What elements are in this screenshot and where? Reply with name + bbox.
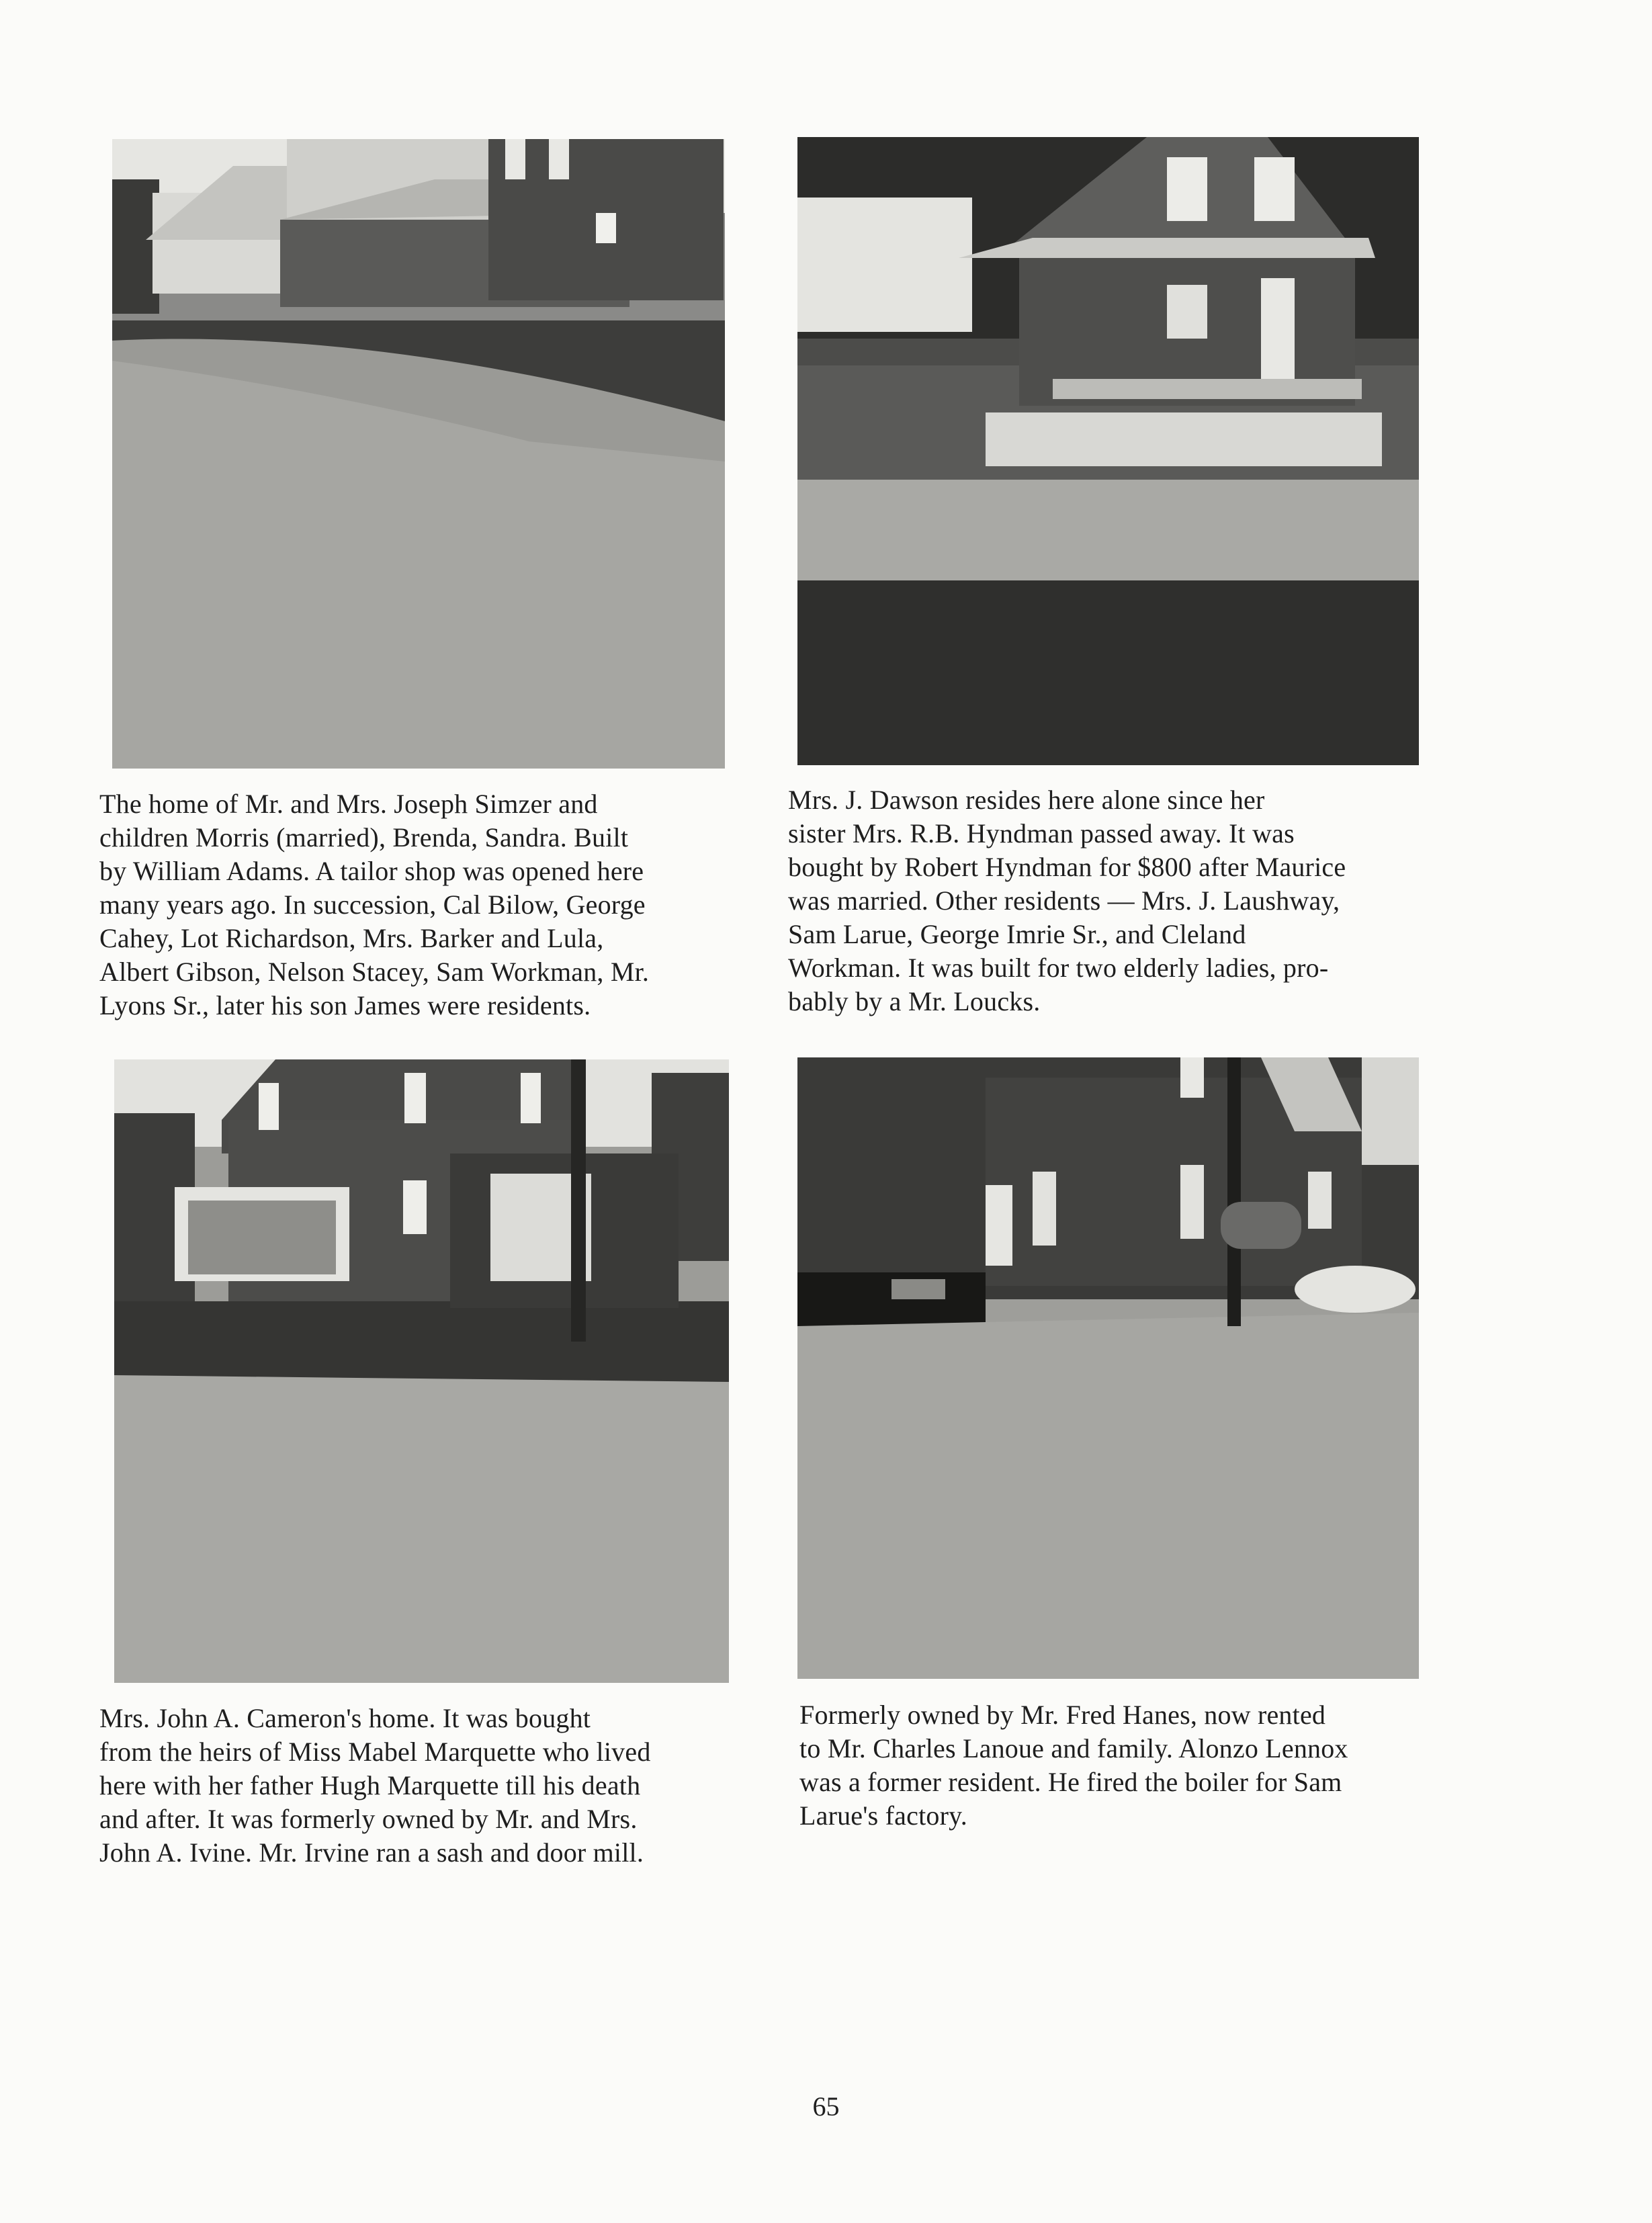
house-photo-icon xyxy=(114,1059,729,1683)
caption-line: Workman. It was built for two elderly ladies, pro- xyxy=(788,953,1329,983)
caption-line: Formerly owned by Mr. Fred Hanes, now rented xyxy=(799,1700,1326,1730)
caption-line: John A. Ivine. Mr. Irvine ran a sash and door mill. xyxy=(99,1837,644,1868)
caption-dawson-home xyxy=(788,783,1434,1018)
caption-line: was a former resident. He fired the boiler for Sam xyxy=(799,1767,1342,1797)
caption-line: children Morris (married), Brenda, Sandra. Built xyxy=(99,822,629,853)
house-photo-icon xyxy=(112,139,725,769)
house-photo-icon xyxy=(797,1057,1419,1679)
photo-hanes-home xyxy=(797,1057,1419,1679)
caption-line: bably by a Mr. Loucks. xyxy=(788,986,1041,1016)
caption-line: Mrs. John A. Cameron's home. It was bought xyxy=(99,1703,591,1733)
caption-line: by William Adams. A tailor shop was opened here xyxy=(99,856,644,886)
caption-line: from the heirs of Miss Mabel Marquette who lived xyxy=(99,1737,651,1767)
caption-line: here with her father Hugh Marquette till his death xyxy=(99,1770,641,1800)
caption-line: Mrs. J. Dawson resides here alone since her xyxy=(788,785,1265,815)
caption-line: sister Mrs. R.B. Hyndman passed away. It was xyxy=(788,818,1295,848)
caption-simzer-home xyxy=(99,787,736,1022)
photo-simzer-home xyxy=(112,139,725,769)
caption-line: bought by Robert Hyndman for $800 after Maurice xyxy=(788,852,1346,882)
caption-cameron-home xyxy=(99,1702,738,1870)
caption-hanes-home xyxy=(799,1698,1444,1833)
caption-line: Lyons Sr., later his son James were residents. xyxy=(99,990,591,1020)
photo-cameron-home xyxy=(114,1059,729,1683)
caption-line: many years ago. In succession, Cal Bilow, George xyxy=(99,889,646,920)
photo-dawson-home xyxy=(797,137,1419,765)
caption-line: was married. Other residents — Mrs. J. Laushway, xyxy=(788,885,1340,916)
caption-line: Albert Gibson, Nelson Stacey, Sam Workman, Mr. xyxy=(99,957,650,987)
page-number: 65 xyxy=(812,2091,840,2122)
caption-line: Cahey, Lot Richardson, Mrs. Barker and Lula, xyxy=(99,923,604,953)
caption-line: The home of Mr. and Mrs. Joseph Simzer and xyxy=(99,789,598,819)
caption-line: Larue's factory. xyxy=(799,1800,967,1831)
caption-line: to Mr. Charles Lanoue and family. Alonzo Lennox xyxy=(799,1733,1348,1763)
caption-line: Sam Larue, George Imrie Sr., and Cleland xyxy=(788,919,1246,949)
house-photo-icon xyxy=(797,137,1419,765)
caption-line: and after. It was formerly owned by Mr. and Mrs. xyxy=(99,1804,638,1834)
